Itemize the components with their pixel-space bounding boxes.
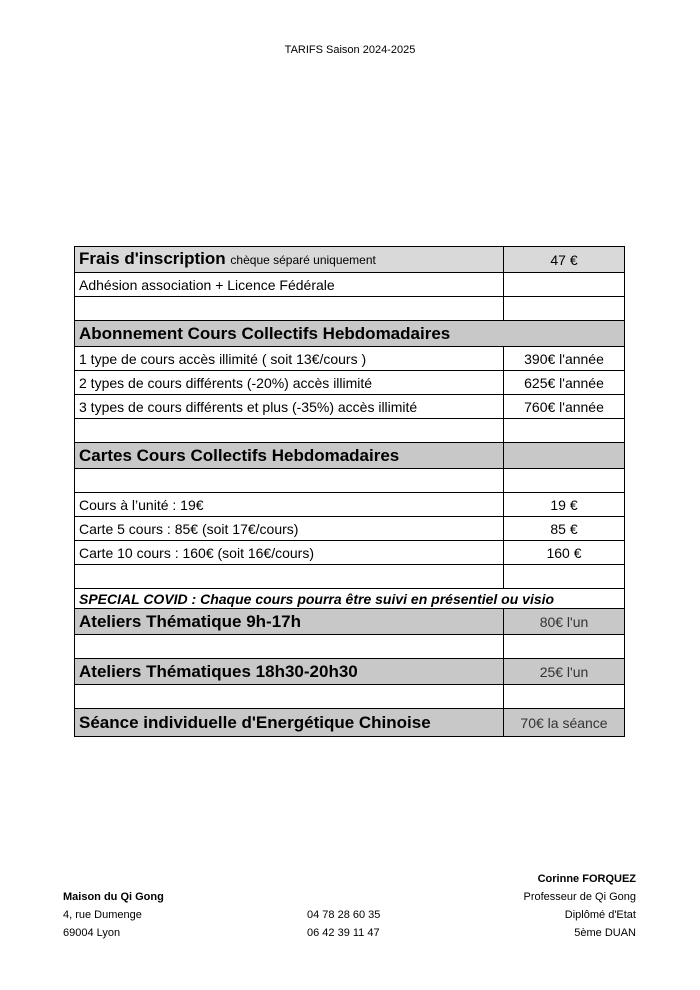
row-label <box>75 419 504 443</box>
row-price <box>504 565 625 589</box>
covid-note: SPECIAL COVID : Chaque cours pourra être suivi en présentiel ou visio <box>75 589 625 609</box>
footer-org-name: Maison du Qi Gong <box>63 891 164 903</box>
row-price <box>504 419 625 443</box>
table-row <box>75 247 625 273</box>
row-note: chèque séparé uniquement <box>230 253 376 267</box>
footer-street: 4, rue Dumenge <box>63 909 142 921</box>
row-price <box>504 297 625 321</box>
table-row <box>75 419 625 443</box>
footer-phone: 04 78 28 60 35 <box>307 909 381 921</box>
table-row <box>75 541 625 565</box>
footer-phone: 06 42 39 11 47 <box>307 927 380 939</box>
table-row <box>75 347 625 371</box>
row-price: 390€ l'année <box>504 347 625 371</box>
table-row-section <box>75 443 625 469</box>
row-label <box>75 685 504 709</box>
row-price: 625€ l'année <box>504 371 625 395</box>
table-row <box>75 609 625 635</box>
row-price: 19 € <box>504 493 625 517</box>
row-price: 85 € <box>504 517 625 541</box>
row-label: 1 type de cours accès illimité ( soit 13€/cours ) <box>75 347 504 371</box>
row-price: 160 € <box>504 541 625 565</box>
row-label <box>75 635 504 659</box>
footer-teacher-diploma: Diplômé d'Etat <box>564 909 636 921</box>
row-label <box>75 247 504 273</box>
row-price: 47 € <box>504 247 625 273</box>
table-row <box>75 565 625 589</box>
footer-teacher-rank: 5ème DUAN <box>574 927 636 939</box>
tarifs-table <box>74 246 625 737</box>
row-label: Adhésion association + Licence Fédérale <box>75 273 504 297</box>
row-label <box>75 469 504 493</box>
footer-teacher-name: Corinne FORQUEZ <box>537 873 636 885</box>
footer-teacher <box>523 870 636 942</box>
table-row <box>75 709 625 737</box>
row-label <box>75 565 504 589</box>
row-label: Ateliers Thématique 9h-17h <box>75 609 504 635</box>
section-heading: Abonnement Cours Collectifs Hebdomadaires <box>75 321 625 347</box>
footer-teacher-role: Professeur de Qi Gong <box>523 891 636 903</box>
row-price: 70€ la séance <box>504 709 625 737</box>
table-row <box>75 371 625 395</box>
row-price: 80€ l'un <box>504 609 625 635</box>
row-label: Ateliers Thématiques 18h30-20h30 <box>75 659 504 685</box>
row-label-text: Frais d'inscription <box>79 249 226 268</box>
table-row <box>75 273 625 297</box>
table-row <box>75 659 625 685</box>
row-price <box>504 635 625 659</box>
row-price: 25€ l'un <box>504 659 625 685</box>
table-row-note <box>75 589 625 609</box>
page-title: TARIFS Saison 2024-2025 <box>284 44 416 56</box>
footer-address <box>63 888 164 942</box>
row-price <box>504 273 625 297</box>
row-price: 760€ l'année <box>504 395 625 419</box>
row-price <box>504 685 625 709</box>
table-row <box>75 297 625 321</box>
table-row <box>75 517 625 541</box>
row-label: Carte 10 cours : 160€ (soit 16€/cours) <box>75 541 504 565</box>
row-label: Séance individuelle d'Energétique Chinoise <box>75 709 504 737</box>
row-price <box>504 443 625 469</box>
table-row <box>75 635 625 659</box>
footer-city: 69004 Lyon <box>63 927 121 939</box>
table-row <box>75 493 625 517</box>
table-row <box>75 685 625 709</box>
section-heading: Cartes Cours Collectifs Hebdomadaires <box>75 443 504 469</box>
row-label: 3 types de cours différents et plus (-35%) accès illimité <box>75 395 504 419</box>
row-label <box>75 297 504 321</box>
row-label: 2 types de cours différents (-20%) accès illimité <box>75 371 504 395</box>
row-price <box>504 469 625 493</box>
footer-phones <box>307 906 380 942</box>
table-row <box>75 469 625 493</box>
table-row-section <box>75 321 625 347</box>
row-label: Carte 5 cours : 85€ (soit 17€/cours) <box>75 517 504 541</box>
row-label: Cours à l’unité : 19€ <box>75 493 504 517</box>
table-row <box>75 395 625 419</box>
